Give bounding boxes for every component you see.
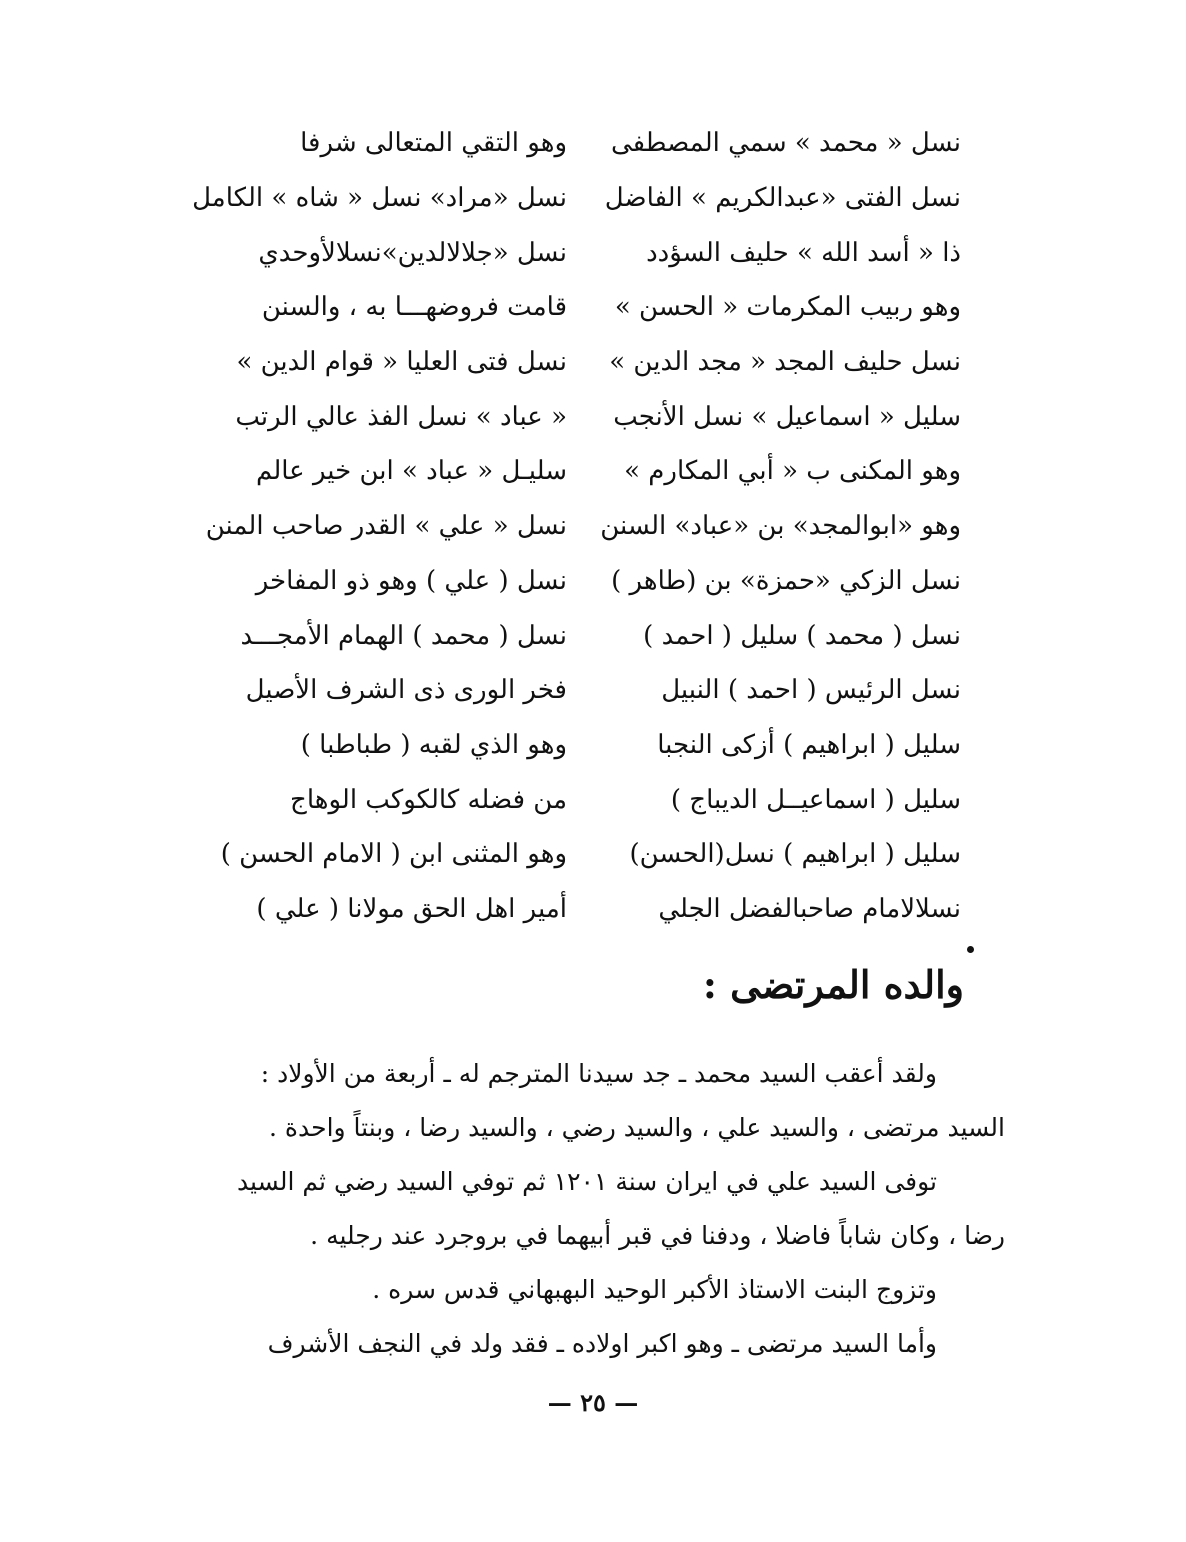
verse-second-hemistich: نسل فتى العليا « قوام الدين » — [236, 347, 567, 378]
poem-verse — [215, 663, 975, 718]
verse-first-hemistich: نسل ( محمد ) سليل ( احمد ) — [643, 620, 961, 651]
prose-block — [170, 1046, 1005, 1370]
poem-verse — [215, 116, 975, 171]
poem-verse — [215, 772, 975, 827]
prose-line: السيد مرتضى ، والسيد علي ، والسيد رضي ، والسيد رضا ، وبنتاً واحدة . — [269, 1112, 1005, 1142]
poem-verse — [215, 882, 975, 937]
poem-block — [192, 116, 975, 936]
poem-verse — [215, 280, 975, 335]
verse-first-hemistich: نسل الرئيس ( احمد ) النبيل — [661, 675, 961, 706]
prose-line: توفى السيد علي في ايران سنة ١٢٠١ ثم توفي السيد رضي ثم السيد — [236, 1166, 937, 1196]
section-heading: والده المرتضى : — [702, 962, 964, 1007]
verse-second-hemistich: « عباد » نسل الفذ عالي الرتب — [235, 401, 567, 432]
poem-verse — [215, 608, 975, 663]
poem-verse — [215, 554, 975, 609]
poem-verse — [205, 499, 975, 554]
poem-verse — [215, 827, 975, 882]
verse-first-hemistich: وهو «ابوالمجد» بن «عباد» السنن — [600, 511, 961, 542]
ink-dot — [967, 946, 974, 953]
poem-verse — [215, 335, 975, 390]
verse-first-hemistich: سليل ( اسماعيــل الديباج ) — [670, 784, 961, 815]
poem-verse — [215, 718, 975, 773]
prose-line: ولقد أعقب السيد محمد ـ جد سيدنا المترجم له ـ أربعة من الأولاد : — [260, 1058, 937, 1088]
verse-second-hemistich: نسل «جلالالدين»نسلالأوحدي — [258, 237, 567, 268]
verse-second-hemistich: نسل «مراد» نسل « شاه » الكامل — [192, 183, 567, 214]
prose-line: وأما السيد مرتضى ـ وهو اكبر اولاده ـ فقد ولد في النجف الأشرف — [267, 1328, 937, 1358]
verse-first-hemistich: نسلالامام صاحبالفضل الجلي — [658, 893, 961, 924]
verse-second-hemistich: وهو التقي المتعالى شرفا — [300, 128, 567, 159]
poem-verse — [215, 389, 975, 444]
verse-second-hemistich: أمير اهل الحق مولانا ( علي ) — [256, 893, 567, 924]
verse-second-hemistich: نسل ( محمد ) الهمام الأمجـــد — [240, 620, 567, 651]
verse-first-hemistich: سليل ( ابراهيم ) نسل(الحسن) — [629, 839, 961, 870]
poem-verse — [215, 444, 975, 499]
verse-first-hemistich: نسل حليف المجد « مجد الدين » — [609, 347, 961, 378]
verse-second-hemistich: وهو الذي لقبه ( طباطبا ) — [300, 729, 567, 760]
verse-first-hemistich: نسل « محمد » سمي المصطفى — [610, 128, 961, 159]
verse-first-hemistich: نسل الزكي «حمزة» بن (طاهر ) — [611, 565, 961, 596]
poem-verse — [192, 171, 975, 226]
verse-second-hemistich: من فضله كالكوكب الوهاج — [290, 784, 567, 815]
verse-first-hemistich: ذا « أسد الله » حليف السؤدد — [646, 237, 961, 268]
verse-second-hemistich: فخر الورى ذى الشرف الأصيل — [245, 675, 567, 706]
poem-verse — [215, 225, 975, 280]
prose-line: وتزوج البنت الاستاذ الأكبر الوحيد البهبهاني قدس سره . — [372, 1274, 937, 1304]
verse-second-hemistich: نسل ( علي ) وهو ذو المفاخر — [255, 565, 567, 596]
verse-first-hemistich: نسل الفتى «عبدالكريم » الفاضل — [604, 183, 961, 214]
page-number: — ٢٥ — — [547, 1388, 639, 1417]
verse-second-hemistich: وهو المثنى ابن ( الامام الحسن ) — [220, 839, 567, 870]
verse-second-hemistich: سليـل « عباد » ابن خير عالم — [256, 456, 567, 487]
verse-second-hemistich: نسل « علي » القدر صاحب المنن — [205, 511, 567, 542]
prose-line: رضا ، وكان شاباً فاضلا ، ودفنا في قبر أبيهما في بروجرد عند رجليه . — [310, 1220, 1005, 1250]
verse-first-hemistich: سليل ( ابراهيم ) أزكى النجبا — [657, 729, 961, 760]
verse-first-hemistich: وهو المكنى ب « أبي المكارم » — [624, 456, 961, 487]
verse-first-hemistich: سليل « اسماعيل » نسل الأنجب — [613, 401, 961, 432]
verse-second-hemistich: قامت فروضهـــا به ، والسنن — [261, 292, 567, 323]
verse-first-hemistich: وهو ربيب المكرمات « الحسن » — [614, 292, 961, 323]
